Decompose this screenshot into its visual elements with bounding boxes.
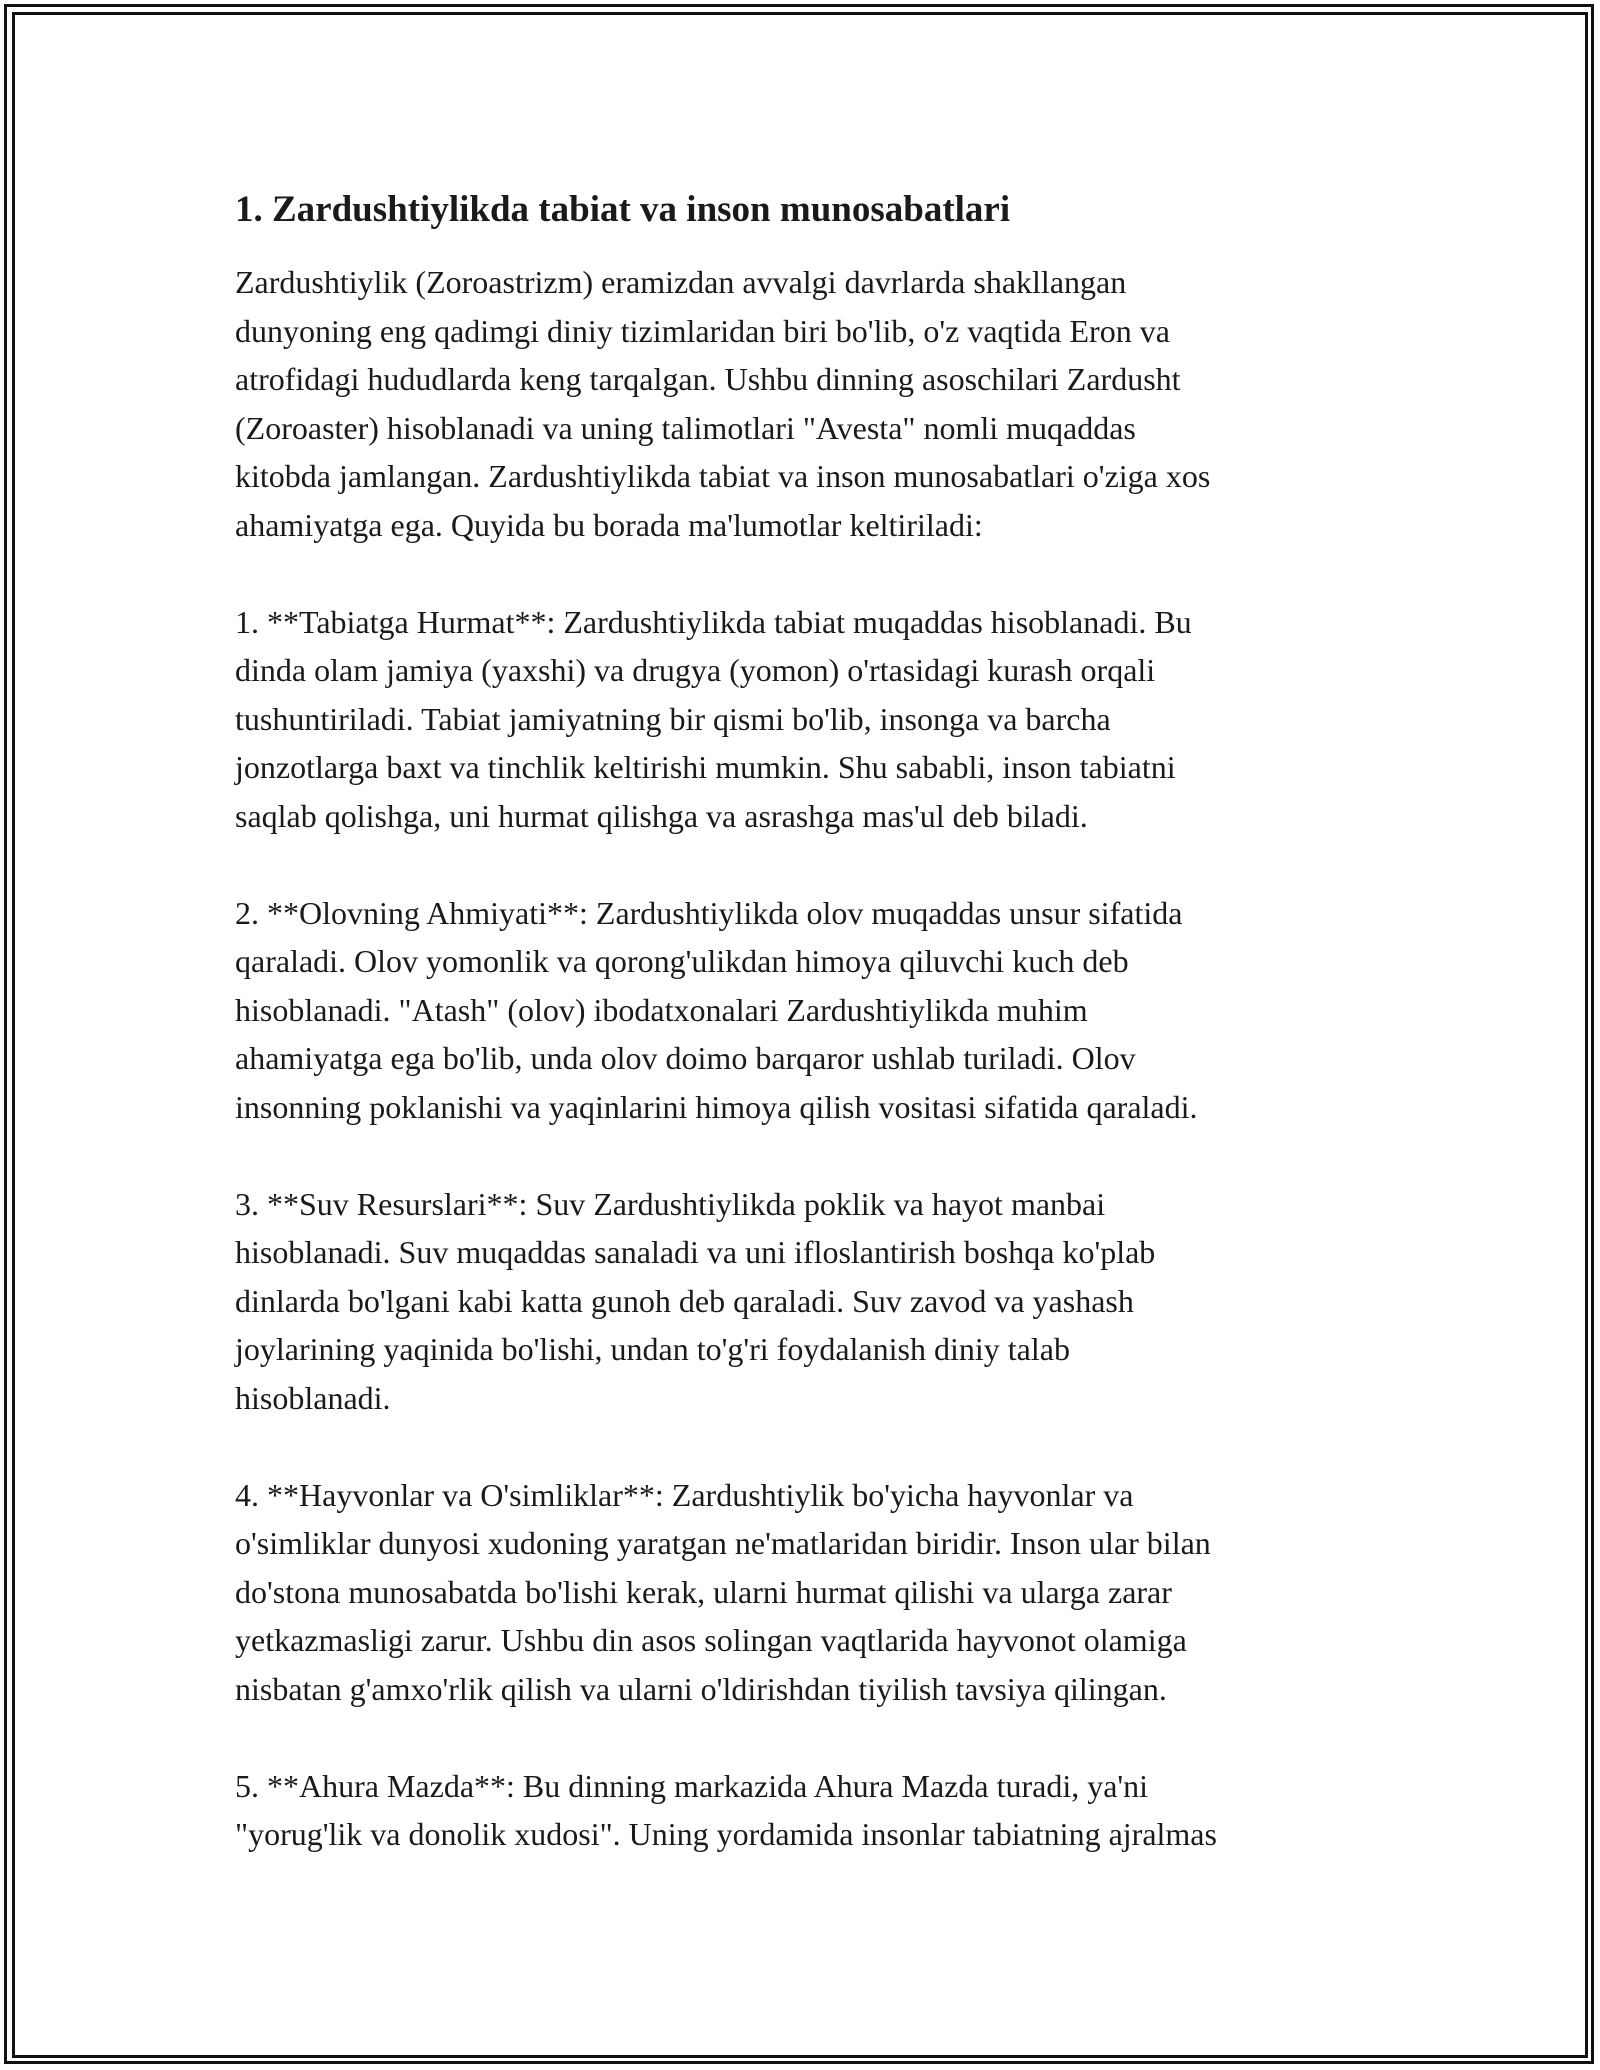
text-line: dinlarda bo'lgani kabi katta gunoh deb qaraladi. Suv zavod va yashash <box>235 1282 1134 1319</box>
text-line: dunyoning eng qadimgi diniy tizimlaridan biri bo'lib, o'z vaqtida Eron va <box>235 312 1170 349</box>
text-line: insonning poklanishi va yaqinlarini himoya qilish vositasi sifatida qaraladi. <box>235 1088 1198 1125</box>
text-line: dinda olam jamiya (yaxshi) va drugya (yomon) o'rtasidagi kurash orqali <box>235 652 1156 688</box>
text-line: 3. **Suv Resurslari**: Suv Zardushtiylikda poklik va hayot manbai <box>235 1185 1106 1222</box>
text-line: joylarining yaqinida bo'lishi, undan to'g'ri foydalanish diniy talab <box>235 1331 1070 1367</box>
document-body <box>235 186 1375 1907</box>
text-line: 5. **Ahura Mazda**: Bu dinning markazida Ahura Mazda turadi, ya'ni <box>235 1767 1149 1804</box>
text-line: 1. **Tabiatga Hurmat**: Zardushtiylikda tabiat muqaddas hisoblanadi. Bu <box>235 603 1192 640</box>
text-line: qaraladi. Olov yomonlik va qorong'ulikdan himoya qiluvchi kuch deb <box>235 943 1129 979</box>
text-line: hisoblanadi. "Atash" (olov) ibodatxonalari Zardushtiylikda muhim <box>235 991 1088 1028</box>
text-line: nisbatan g'amxo'rlik qilish va ularni o'ldirishdan tiyilish tavsiya qilingan. <box>235 1670 1167 1707</box>
list-item-paragraph <box>235 1180 1375 1423</box>
list-item-paragraph <box>235 598 1375 841</box>
text-line: tushuntiriladi. Tabiat jamiyatning bir qismi bo'lib, insonga va barcha <box>235 700 1111 737</box>
text-line: atrofidagi hududlarda keng tarqalgan. Ushbu dinning asoschilari Zardusht <box>235 361 1181 397</box>
text-line: do'stona munosabatda bo'lishi kerak, ularni hurmat qilishi va ularga zarar <box>235 1573 1172 1610</box>
text-line: saqlab qolishga, uni hurmat qilishga va asrashga mas'ul deb biladi. <box>235 797 1088 834</box>
list-item-paragraph <box>235 889 1375 1132</box>
text-line: o'simliklar dunyosi xudoning yaratgan ne'matlaridan biridir. Inson ular bilan <box>235 1525 1211 1561</box>
list-item-paragraph <box>235 1471 1375 1714</box>
text-line: ahamiyatga ega bo'lib, unda olov doimo barqaror ushlab turiladi. Olov <box>235 1040 1136 1076</box>
text-line: hisoblanadi. Suv muqaddas sanaladi va uni ifloslantirish boshqa ko'plab <box>235 1234 1156 1270</box>
text-line: 4. **Hayvonlar va O'simliklar**: Zardushtiylik bo'yicha hayvonlar va <box>235 1476 1134 1513</box>
intro-paragraph <box>235 258 1375 549</box>
text-line: kitobda jamlangan. Zardushtiylikda tabiat va inson munosabatlari o'ziga xos <box>235 458 1211 494</box>
text-line: jonzotlarga baxt va tinchlik keltirishi mumkin. Shu sababli, inson tabiatni <box>235 749 1176 785</box>
text-line: hisoblanadi. <box>235 1379 391 1416</box>
text-line: (Zoroaster) hisoblanadi va uning talimotlari "Avesta" nomli muqaddas <box>235 409 1136 446</box>
list-item-paragraph <box>235 1762 1375 1859</box>
text-line: ahamiyatga ega. Quyida bu borada ma'lumotlar keltiriladi: <box>235 506 983 543</box>
text-line: "yorug'lik va donolik xudosi". Uning yordamida insonlar tabiatning ajralmas <box>235 1816 1217 1852</box>
text-line: 2. **Olovning Ahmiyati**: Zardushtiylikda olov muqaddas unsur sifatida <box>235 894 1183 931</box>
section-heading: 1. Zardushtiylikda tabiat va inson munosabatlari <box>235 189 1011 230</box>
text-line: Zardushtiylik (Zoroastrizm) eramizdan avvalgi davrlarda shakllangan <box>235 264 1127 300</box>
text-line: yetkazmasligi zarur. Ushbu din asos solingan vaqtlarida hayvonot olamiga <box>235 1622 1187 1658</box>
